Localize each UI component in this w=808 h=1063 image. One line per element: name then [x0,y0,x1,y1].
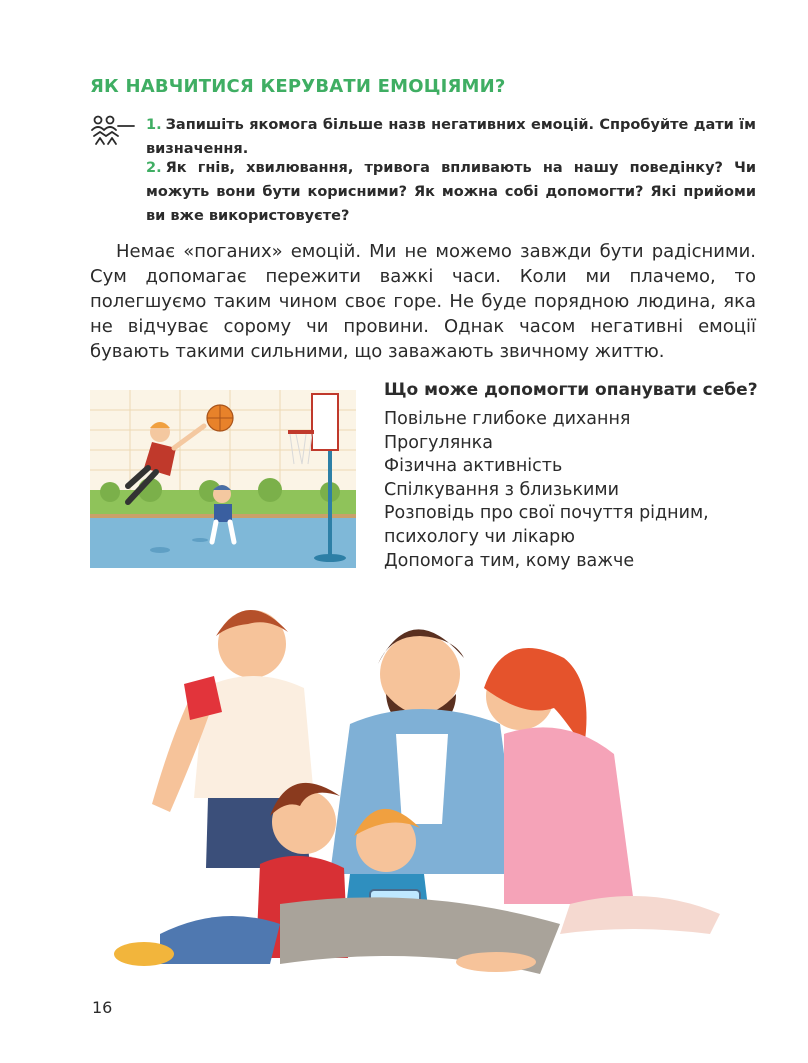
section-heading: ЯК НАВЧИТИСЯ КЕРУВАТИ ЕМОЦІЯМИ? [90,76,506,97]
help-item: Прогулянка [384,432,493,453]
page-number: 16 [92,998,113,1017]
help-item: психологу чи лікарю [384,526,575,547]
task-1 [146,113,756,161]
help-item: Повільне глибоке дихання [384,409,631,429]
help-item: Спілкування з близькими [384,479,620,500]
teamwork-icon [88,114,136,152]
help-item: Фізична активність [384,456,563,477]
task-2-number: 2. [146,160,162,176]
task-1-text: Запишіть якомога більше назв негативних емоцій. Спробуйте дати їм визначення. [146,117,756,157]
body-paragraph: Немає «поганих» емоцій. Ми не можемо завжди бути радісними. Сум допомагає пережити важкі часи. Коли ми плачемо, то полегшуємо таким чином своє горе. Не буде порядною людина, яка не відчуває сорому чи провини. Однак часом негативні емоції бувають такими сильними, що заважають звичному життю. [90,241,756,362]
task-2-text: Як гнів, хвилювання, тривога впливають на нашу поведінку? Чи можуть вони бути корисними? Як можна собі допомогти? Які прийоми ви вже використовуєте? [146,160,756,224]
basketball-illustration [90,390,356,568]
help-item: Розповідь про свої почуття рідним, [384,503,709,524]
help-list [384,408,709,573]
family-illustration [100,584,776,984]
help-item: Допомога тим, кому важче [384,550,635,571]
help-title: Що може допомогти опанувати себе? [384,380,758,400]
task-1-number: 1. [146,117,162,133]
task-2 [146,156,756,228]
